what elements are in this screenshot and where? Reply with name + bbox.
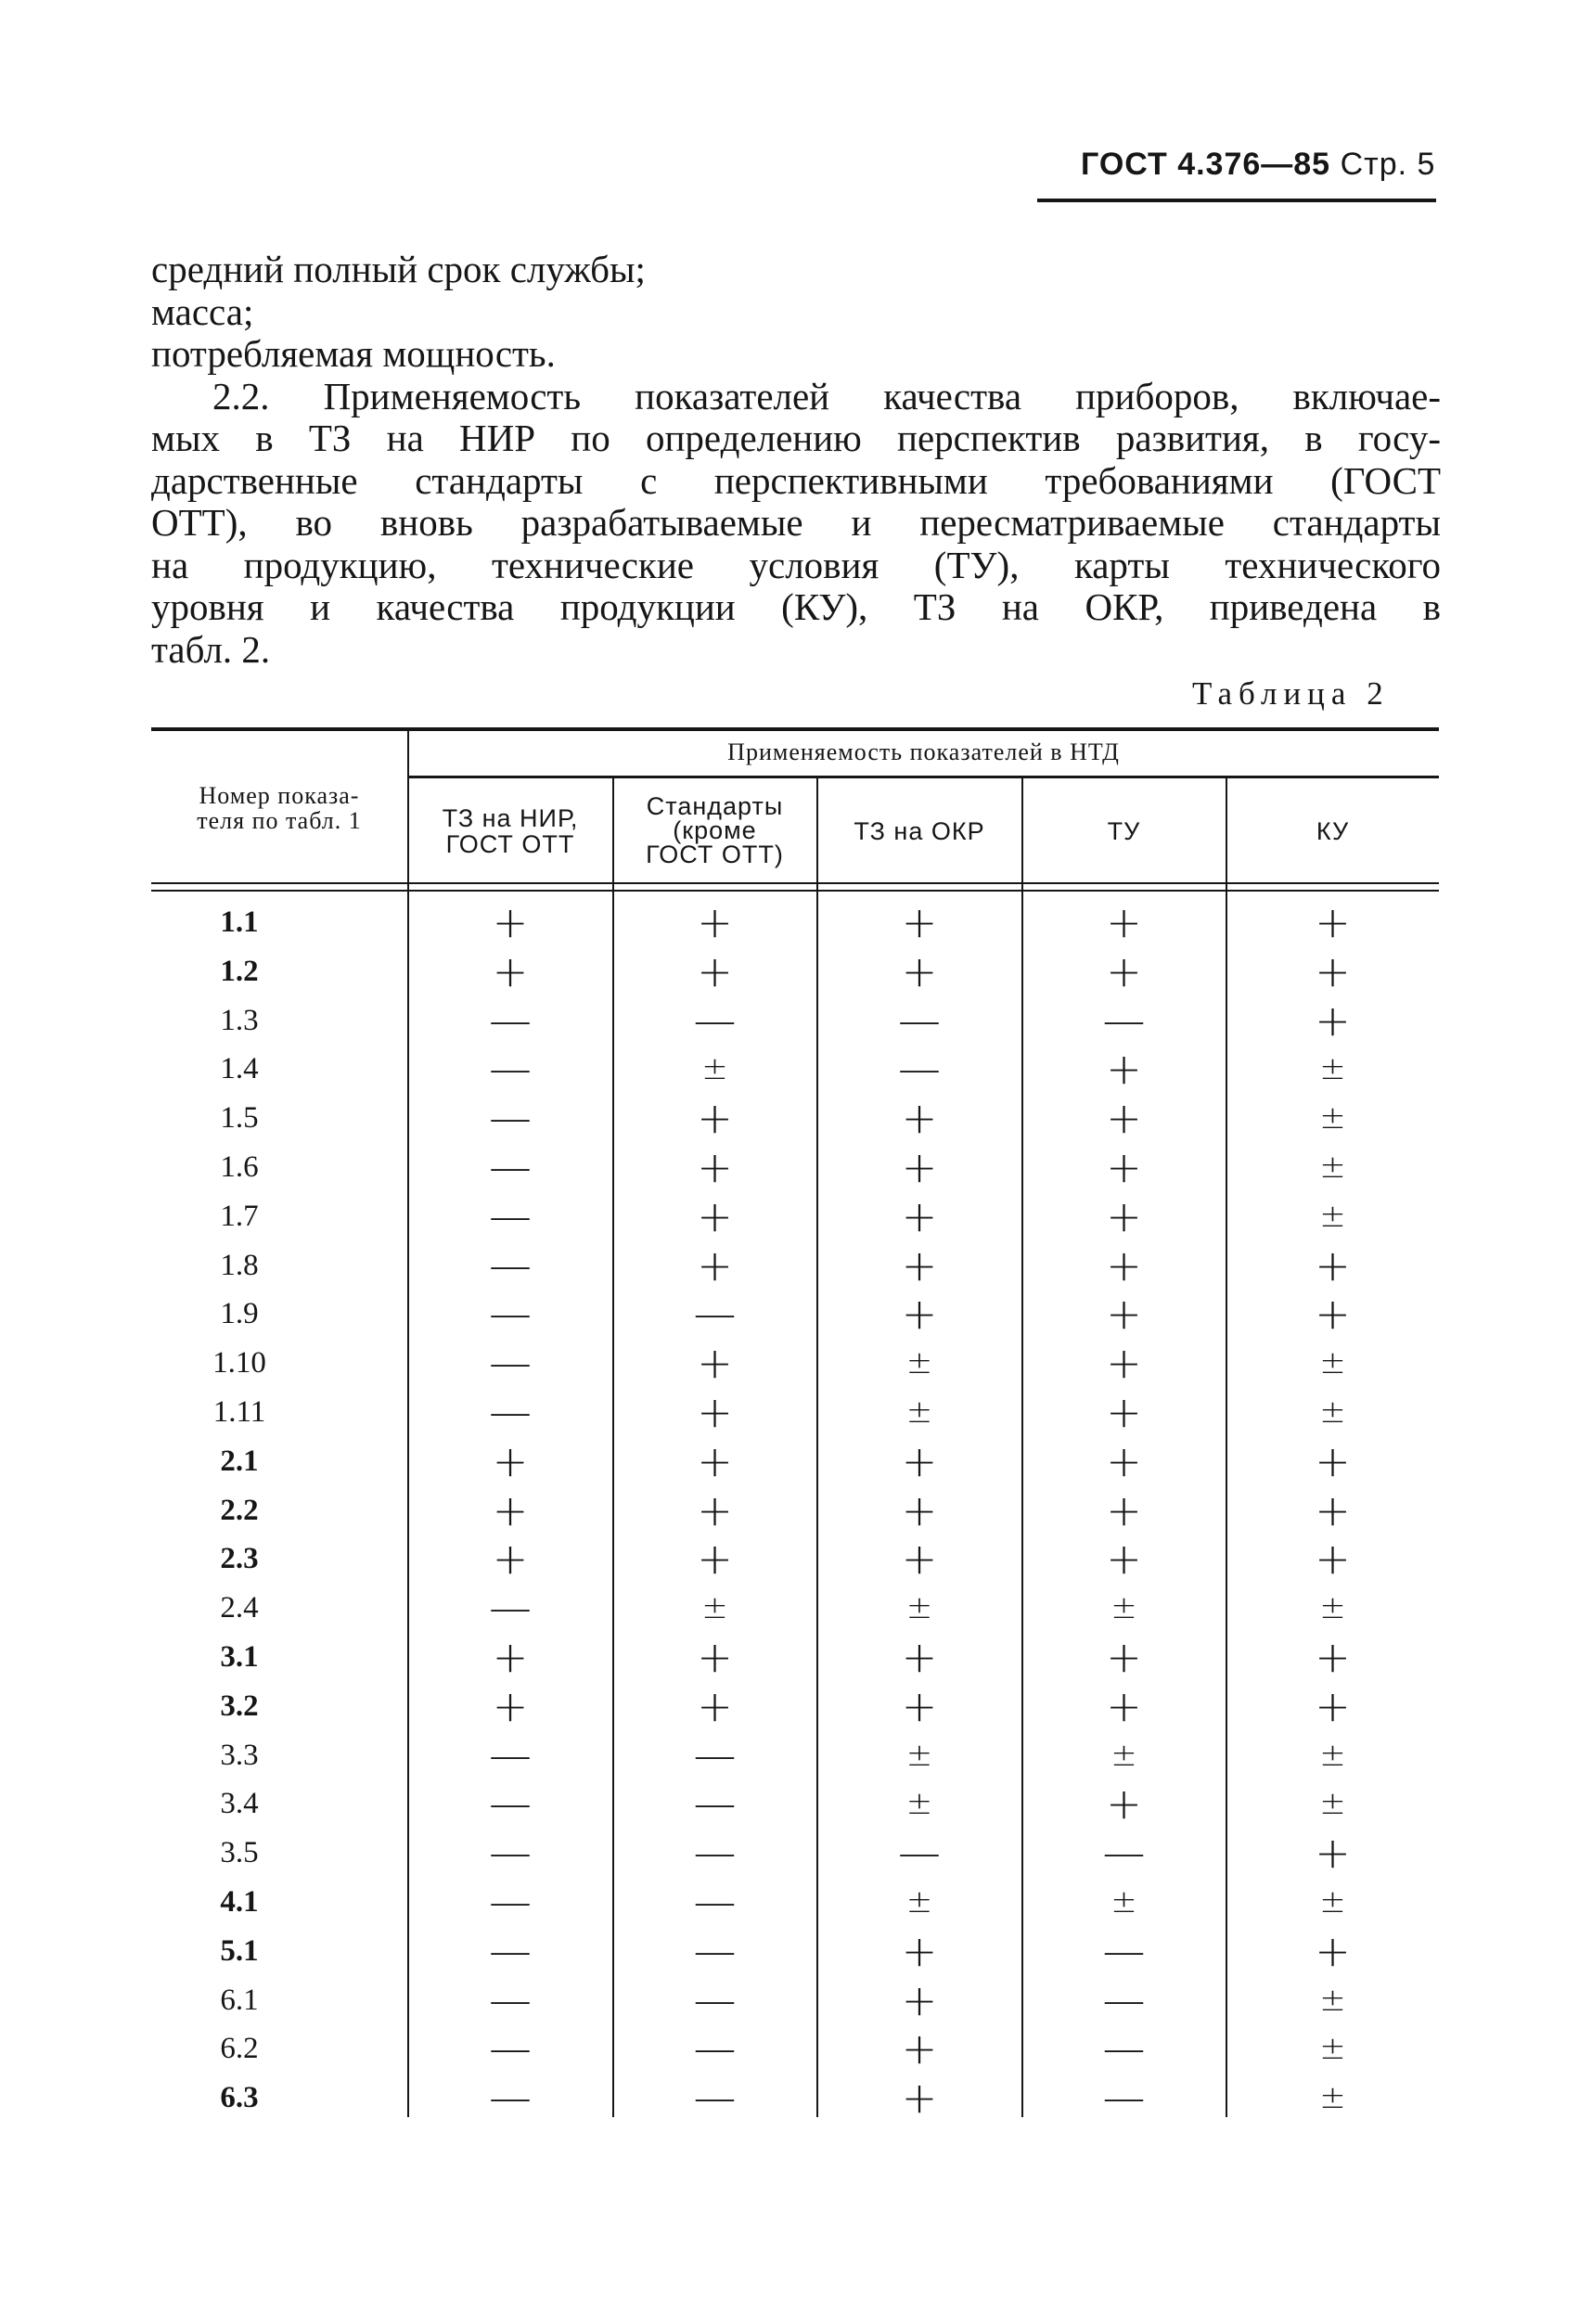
applicability-mark: + [1315,1680,1351,1731]
applicability-mark: + [901,1632,938,1682]
table-row [151,2024,1439,2074]
applicability-mark: — [489,1044,532,1095]
applicability-mark: — [489,1387,532,1437]
applicability-mark: + [697,945,733,996]
column-header-tz-okr: ТЗ на ОКР [854,817,985,845]
applicability-mark: + [1106,1190,1142,1241]
applicability-mark: — [898,1828,941,1879]
applicability-mark: — [1102,1925,1146,1976]
indicator-number: 2.4 [220,1591,259,1625]
applicability-mark: + [1315,1289,1351,1340]
applicability-mark: + [901,1239,938,1290]
applicability-mark: + [1106,1239,1142,1290]
applicability-mark: + [901,897,938,947]
applicability-mark: + [1106,1778,1142,1830]
applicability-mark: ± [1319,2030,1346,2068]
table-row [151,1192,1439,1241]
table-row [151,996,1439,1046]
applicability-mark: + [901,1680,938,1731]
header-text: ГОСТ ОТТ) [646,841,784,868]
header-text: теля по табл. 1 [197,807,362,834]
applicability-mark: + [697,1239,733,1290]
applicability-mark: — [489,1338,532,1389]
applicability-mark: — [898,1044,941,1095]
column-header-tz-nir [408,805,612,857]
header-text: (кроме [673,816,757,844]
applicability-mark: + [1106,1435,1142,1486]
applicability-mark: + [492,945,529,996]
applicability-mark: + [492,1632,529,1682]
applicability-mark: — [489,1289,532,1340]
indicator-number: 6.1 [220,1983,259,2017]
applicability-mark: ± [1319,1589,1346,1627]
indicator-number: 2.2 [220,1493,259,1527]
table-row [151,1094,1439,1143]
applicability-mark: — [1102,1828,1146,1879]
indicator-number: 1.2 [220,954,259,988]
applicability-mark: ± [1110,1883,1137,1920]
applicability-mark: + [697,1142,733,1192]
column-header-standards [613,794,816,867]
applicability-mark: — [1102,2023,1146,2074]
applicability-mark: ± [1319,1785,1346,1823]
table-row [151,1388,1439,1437]
text-line: ОТТ), во вновь разрабатываемые и пересматриваемые стандарты [151,501,1441,544]
applicability-mark: ± [1319,2079,1346,2117]
applicability-mark: + [697,1435,733,1486]
applicability-mark: + [1315,1632,1351,1682]
applicability-mark: — [489,2073,532,2124]
indicator-number: 6.2 [220,2032,259,2066]
applicability-mark: — [489,1190,532,1241]
applicability-mark: ± [1319,1197,1346,1235]
applicability-mark: + [697,1093,733,1144]
applicability-mark: + [901,1190,938,1241]
applicability-mark: — [693,2023,737,2074]
applicability-mark: ± [1110,1736,1137,1774]
applicability-mark: + [1315,1925,1351,1976]
indicator-number: 5.1 [220,1933,259,1968]
applicability-mark: + [1315,1534,1351,1585]
header-text: Стандарты [646,792,784,820]
applicability-mark: ± [1319,1981,1346,2019]
indicator-number: 3.5 [220,1836,259,1870]
applicability-mark: + [901,1925,938,1976]
indicator-number: 1.5 [220,1101,259,1136]
applicability-mark: — [489,995,532,1046]
group-header: Применяемость показателей в НТД [727,738,1120,765]
applicability-mark: ± [1319,1149,1346,1186]
indicator-number: 6.3 [220,2081,259,2115]
table-row [151,1290,1439,1339]
table-row [151,947,1439,996]
applicability-mark: + [492,1680,529,1731]
row-number-header [151,783,407,833]
indicator-number: 3.4 [220,1787,259,1821]
indicator-number: 1.7 [220,1199,259,1233]
table-row [151,1682,1439,1731]
applicability-mark: + [901,1974,938,2025]
applicability-mark: ± [905,1344,933,1382]
indicator-number: 1.6 [220,1150,259,1184]
applicability-mark: + [901,1534,938,1585]
applicability-mark: — [489,1974,532,2025]
indicator-number: 1.1 [220,905,259,939]
indicator-number: 2.3 [220,1542,259,1576]
applicability-mark: + [1106,1044,1142,1095]
indicator-number: 1.11 [212,1395,266,1429]
indicator-number: 1.8 [220,1248,259,1282]
applicability-mark: — [693,1974,737,2025]
table-row [151,1927,1439,1976]
standard-number: ГОСТ 4.376—85 [1081,147,1331,182]
indicator-number: 4.1 [220,1885,259,1919]
applicability-mark: — [489,1583,532,1634]
applicability-mark: ± [905,1883,933,1920]
text-line: уровня и качества продукции (КУ), ТЗ на ОКР, приведена в [151,585,1441,628]
applicability-mark: — [489,1239,532,1290]
applicability-mark: + [1315,1484,1351,1535]
applicability-mark: — [489,1828,532,1879]
text-line: табл. 2. [151,627,271,671]
applicability-mark: + [697,1484,733,1535]
header-text: Номер показа- [199,782,360,809]
applicability-mark: — [693,995,737,1046]
indicator-number: 3.1 [220,1640,259,1674]
table-row [151,1779,1439,1829]
table-group-rule [408,776,1439,778]
applicability-mark: + [1315,897,1351,947]
text-line: потребляемая мощность. [151,332,556,375]
table-row [151,1584,1439,1633]
applicability-mark: + [1315,945,1351,996]
applicability-mark: ± [1319,1050,1346,1088]
applicability-mark: ± [905,1785,933,1823]
applicability-mark: ± [1319,1393,1346,1431]
paragraph-start: 2.2. Применяемость показателей качества приборов, включае- [212,374,1441,417]
applicability-mark: ± [905,1589,933,1627]
applicability-mark: + [1106,897,1142,947]
applicability-mark: ± [1319,1736,1346,1774]
applicability-mark: ± [905,1393,933,1431]
indicator-number: 1.10 [212,1346,266,1380]
applicability-mark: + [697,897,733,947]
applicability-mark: + [1106,1338,1142,1389]
applicability-mark: — [489,1877,532,1927]
applicability-mark: + [901,1142,938,1192]
applicability-mark: — [693,1289,737,1340]
running-header [1081,147,1435,183]
applicability-mark: — [693,2073,737,2124]
table-row [151,1731,1439,1780]
applicability-mark: + [1315,1435,1351,1486]
applicability-mark: + [697,1680,733,1731]
applicability-mark: — [489,2023,532,2074]
applicability-mark: — [1102,1974,1146,2025]
table-row [151,1633,1439,1682]
applicability-mark: + [901,2073,938,2124]
applicability-mark: — [1102,995,1146,1046]
applicability-mark: + [697,1387,733,1437]
applicability-mark: + [697,1632,733,1682]
applicability-mark: + [901,1435,938,1486]
applicability-mark: — [489,1925,532,1976]
table-header-rule-2 [151,890,1439,892]
applicability-mark: ± [1319,1883,1346,1920]
indicator-number: 3.2 [220,1688,259,1723]
applicability-mark: + [492,897,529,947]
applicability-mark: — [489,1778,532,1830]
applicability-mark: + [1106,1534,1142,1585]
applicability-mark: + [1106,1680,1142,1731]
applicability-mark: + [1315,1828,1351,1879]
table-row [151,2074,1439,2123]
applicability-mark: + [1106,945,1142,996]
applicability-mark: ± [1319,1099,1346,1137]
applicability-mark: + [492,1435,529,1486]
applicability-mark: ± [1319,1344,1346,1382]
table-row [151,1339,1439,1388]
applicability-mark: + [492,1534,529,1585]
applicability-mark: + [901,945,938,996]
applicability-mark: — [898,995,941,1046]
table-row [151,1045,1439,1094]
column-header-ku: КУ [1316,817,1350,845]
applicability-mark: — [489,1093,532,1144]
applicability-mark: — [693,1877,737,1927]
applicability-mark: ± [701,1589,728,1627]
table-row [151,1829,1439,1878]
applicability-mark: — [693,1828,737,1879]
applicability-mark: + [1106,1632,1142,1682]
table-row [151,1143,1439,1192]
table-row [151,1878,1439,1927]
applicability-mark: — [693,1729,737,1780]
applicability-mark: — [693,1778,737,1830]
text-line: средний полный срок службы; [151,248,646,290]
table-row [151,1976,1439,2025]
applicability-mark: + [1315,1239,1351,1290]
body-text [151,249,1441,671]
table-row [151,1241,1439,1290]
text-line: масса; [151,289,254,333]
applicability-mark: + [697,1190,733,1241]
indicator-number: 2.1 [220,1444,259,1478]
indicator-number: 1.3 [220,1003,259,1037]
text-line: мых в ТЗ на НИР по определению перспектив развития, в госу- [151,417,1441,459]
text-line: дарственные стандарты с перспективными требованиями (ГОСТ [151,458,1441,502]
applicability-mark: — [489,1729,532,1780]
indicator-number: 1.4 [220,1052,259,1086]
table-row [151,1437,1439,1486]
table-header-rule [151,882,1439,884]
header-text: ТЗ на НИР, [442,804,579,832]
table-title: Таблица 2 [1192,675,1390,712]
applicability-mark: — [489,1142,532,1192]
applicability-mark: ± [905,1736,933,1774]
applicability-mark: — [693,1925,737,1976]
applicability-mark: — [1102,2073,1146,2124]
applicability-mark: ± [1110,1589,1137,1627]
text-line: на продукцию, технические условия (ТУ), карты технического [151,543,1441,586]
applicability-mark: + [901,2023,938,2074]
indicator-number: 1.9 [220,1297,259,1331]
column-header-tu: ТУ [1107,817,1141,845]
applicability-mark: + [901,1484,938,1535]
applicability-mark: + [1106,1142,1142,1192]
applicability-mark: + [1106,1289,1142,1340]
applicability-mark: + [492,1484,529,1535]
header-rule [1037,199,1436,202]
indicator-number: 3.3 [220,1738,259,1772]
table-row [151,1486,1439,1535]
table-row [151,898,1439,947]
applicability-mark: + [901,1093,938,1144]
table-row [151,1534,1439,1584]
applicability-mark: + [697,1534,733,1585]
header-text: ГОСТ ОТТ [445,830,575,858]
table-top-rule [151,727,1439,731]
page-number: Стр. 5 [1340,147,1436,182]
applicability-mark: + [1315,995,1351,1046]
applicability-mark: + [1106,1387,1142,1437]
applicability-mark: ± [701,1050,728,1088]
applicability-mark: + [1106,1093,1142,1144]
applicability-mark: + [1106,1484,1142,1535]
applicability-mark: + [901,1289,938,1340]
applicability-mark: + [697,1338,733,1389]
